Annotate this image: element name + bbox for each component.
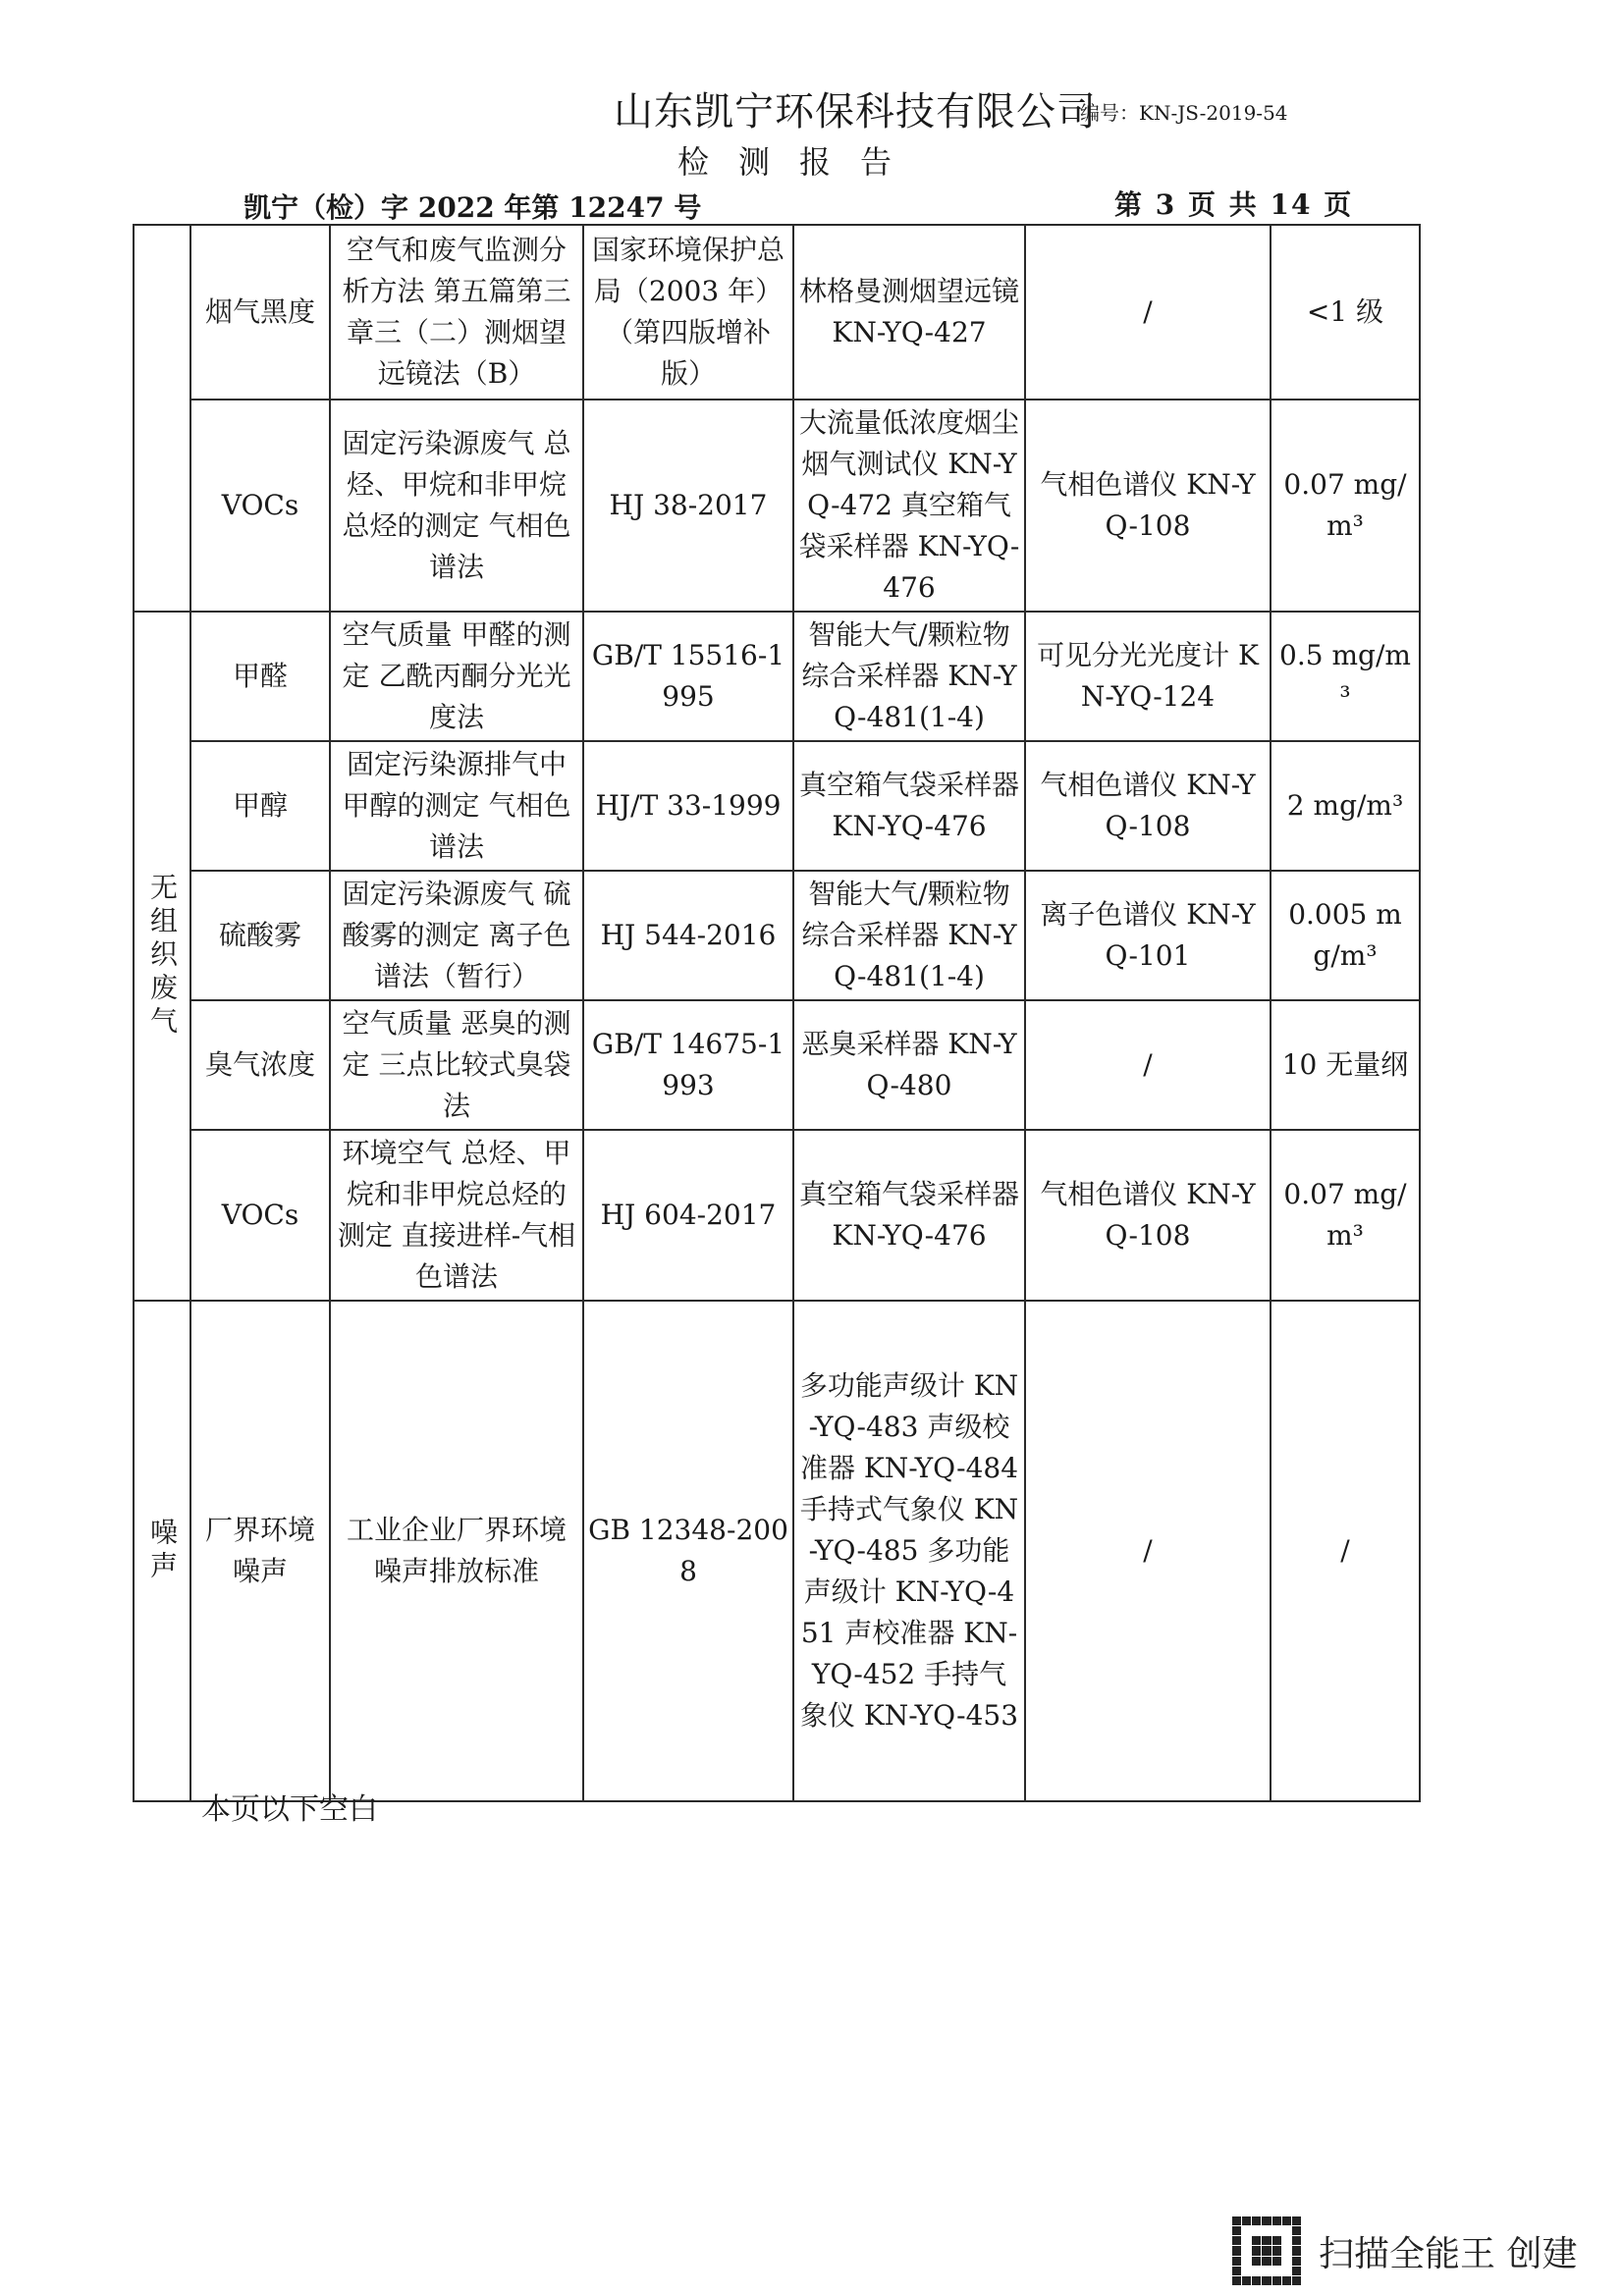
standard-number: GB/T 14675-1993 (583, 1000, 793, 1130)
qr-code-icon (1232, 2216, 1301, 2285)
sampling-instrument: 林格曼测烟望远镜 KN-YQ-427 (793, 225, 1025, 400)
table-row (134, 741, 1420, 871)
method-name: 空气质量 恶臭的测定 三点比较式臭袋法 (330, 1000, 583, 1130)
report-subtitle: 检测报告 (677, 143, 922, 181)
table-row (134, 225, 1420, 400)
standard-number: HJ 38-2017 (583, 400, 793, 612)
analysis-instrument: 气相色谱仪 KN-YQ-108 (1025, 1130, 1271, 1301)
standard-number: GB/T 15516-1995 (583, 612, 793, 741)
method-name: 空气和废气监测分析方法 第五篇第三章三（二）测烟望远镜法（B） (330, 225, 583, 400)
detection-limit: 2 mg/m³ (1271, 741, 1420, 871)
scanner-watermark (1232, 2216, 1577, 2285)
detection-limit: / (1271, 1301, 1420, 1801)
document-number: 编号：KN-JS-2019-54 (1080, 101, 1288, 125)
analysis-instrument: / (1025, 225, 1271, 400)
category-cell: 噪声 (134, 1301, 190, 1801)
method-name: 工业企业厂界环境噪声排放标准 (330, 1301, 583, 1801)
analysis-instrument: / (1025, 1000, 1271, 1130)
test-item: 硫酸雾 (190, 871, 330, 1000)
sampling-instrument: 恶臭采样器 KN-YQ-480 (793, 1000, 1025, 1130)
detection-limit: 0.07 mg/m³ (1271, 1130, 1420, 1301)
table-row (134, 1301, 1420, 1801)
table-row (134, 1000, 1420, 1130)
test-item: 厂界环境噪声 (190, 1301, 330, 1801)
company-name: 山东凯宁环保科技有限公司 (614, 89, 1097, 134)
category-cell (134, 225, 190, 612)
sampling-instrument: 大流量低浓度烟尘烟气测试仪 KN-YQ-472 真空箱气袋采样器 KN-YQ-476 (793, 400, 1025, 612)
method-name: 空气质量 甲醛的测定 乙酰丙酮分光光度法 (330, 612, 583, 741)
analysis-instrument: 可见分光光度计 KN-YQ-124 (1025, 612, 1271, 741)
standard-number: 国家环境保护总局（2003 年）（第四版增补版） (583, 225, 793, 400)
method-name: 环境空气 总烃、甲烷和非甲烷总烃的测定 直接进样-气相色谱法 (330, 1130, 583, 1301)
sampling-instrument: 真空箱气袋采样器 KN-YQ-476 (793, 741, 1025, 871)
detection-limit: <1 级 (1271, 225, 1420, 400)
detection-limit: 0.07 mg/m³ (1271, 400, 1420, 612)
test-item: VOCs (190, 400, 330, 612)
sampling-instrument: 多功能声级计 KN-YQ-483 声级校准器 KN-YQ-484 手持式气象仪 KN-YQ-485 多功能声级计 KN-YQ-451 声校准器 KN-YQ-452 手持气象仪 KN-YQ-453 (793, 1301, 1025, 1801)
detection-limit: 10 无量纲 (1271, 1000, 1420, 1130)
method-name: 固定污染源排气中甲醇的测定 气相色谱法 (330, 741, 583, 871)
category-cell: 无组织废气 (134, 612, 190, 1301)
table-row (134, 871, 1420, 1000)
watermark-text: 扫描全能王 创建 (1319, 2233, 1578, 2274)
page-info: 第 3 页 共 14 页 (1114, 188, 1354, 221)
test-item: 甲醛 (190, 612, 330, 741)
blank-page-note: 本页以下空白 (201, 1792, 378, 1827)
test-item: 甲醇 (190, 741, 330, 871)
standard-number: GB 12348-2008 (583, 1301, 793, 1801)
analysis-instrument: 气相色谱仪 KN-YQ-108 (1025, 400, 1271, 612)
sampling-instrument: 智能大气/颗粒物综合采样器 KN-YQ-481(1-4) (793, 612, 1025, 741)
test-item: 烟气黑度 (190, 225, 330, 400)
method-name: 固定污染源废气 总烃、甲烷和非甲烷总烃的测定 气相色谱法 (330, 400, 583, 612)
test-item: 臭气浓度 (190, 1000, 330, 1130)
standard-number: HJ 604-2017 (583, 1130, 793, 1301)
table-row (134, 612, 1420, 741)
test-methods-table (133, 224, 1421, 1802)
method-name: 固定污染源废气 硫酸雾的测定 离子色谱法（暂行） (330, 871, 583, 1000)
table-row (134, 1130, 1420, 1301)
sampling-instrument: 真空箱气袋采样器 KN-YQ-476 (793, 1130, 1025, 1301)
sampling-instrument: 智能大气/颗粒物综合采样器 KN-YQ-481(1-4) (793, 871, 1025, 1000)
analysis-instrument: 气相色谱仪 KN-YQ-108 (1025, 741, 1271, 871)
test-item: VOCs (190, 1130, 330, 1301)
analysis-instrument: 离子色谱仪 KN-YQ-101 (1025, 871, 1271, 1000)
standard-number: HJ 544-2016 (583, 871, 793, 1000)
table-row (134, 400, 1420, 612)
analysis-instrument: / (1025, 1301, 1271, 1801)
standard-number: HJ/T 33-1999 (583, 741, 793, 871)
detection-limit: 0.005 mg/m³ (1271, 871, 1420, 1000)
detection-limit: 0.5 mg/m³ (1271, 612, 1420, 741)
report-reference: 凯宁（检）字 2022 年第 12247 号 (243, 191, 702, 224)
